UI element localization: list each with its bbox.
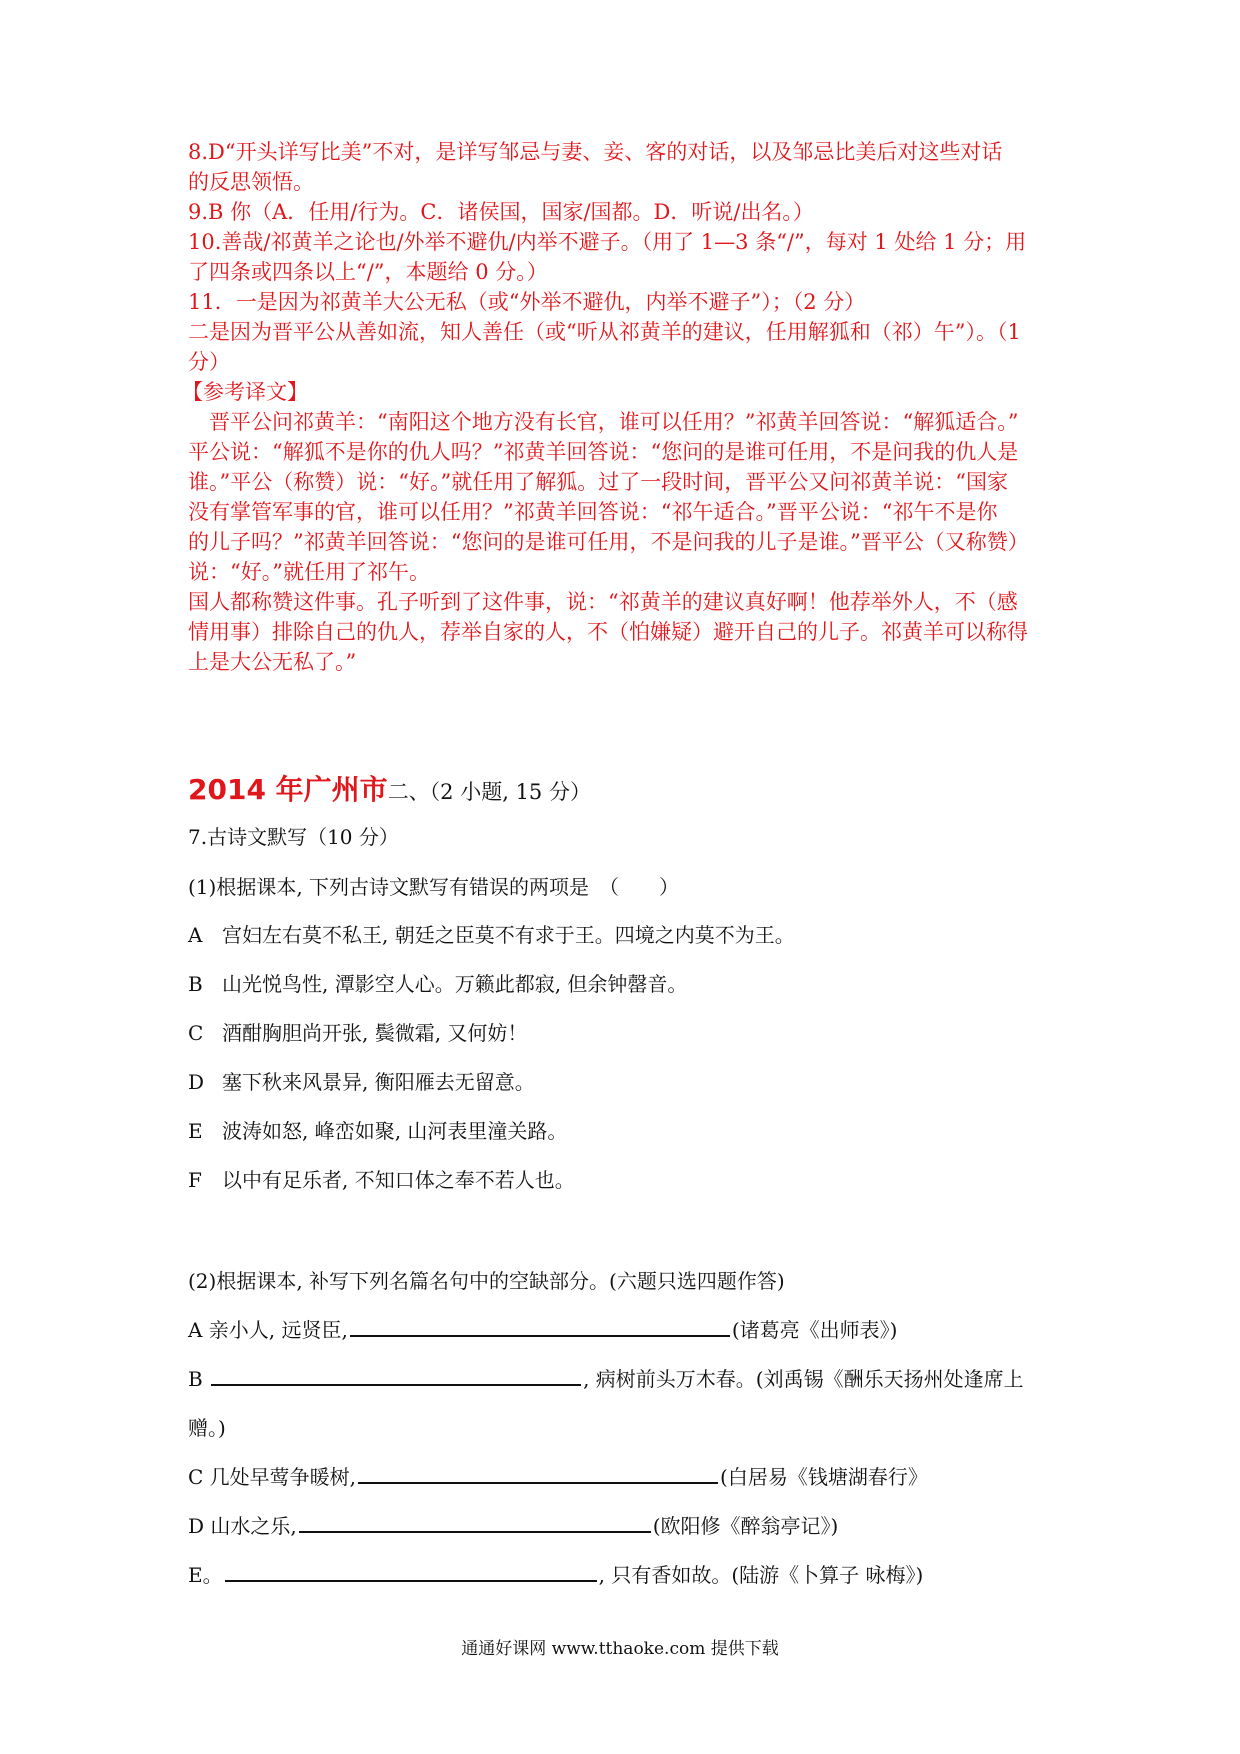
answer-blank[interactable] [350, 1317, 730, 1337]
fill-b-continued: 赠。) [188, 1416, 226, 1440]
option-letter: A [188, 923, 203, 947]
fill-e-prefix: E。 [188, 1563, 223, 1587]
option-a [188, 920, 795, 950]
question-7-part-1: (1)根据课本, 下列古诗文默写有错误的两项是 （ ） [188, 875, 680, 899]
section-heading-main: 2014 年广州市 [188, 773, 388, 806]
page-footer: 通通好课网 www.tthaoke.com 提供下载 [461, 1639, 779, 1659]
option-e [188, 1116, 567, 1146]
answer-blank[interactable] [225, 1562, 597, 1582]
translation-line: 的儿子吗？”祁黄羊回答说：“您问的是谁可任用，不是问我的儿子是谁。”晋平公（又称赞） [188, 530, 1029, 554]
fill-e-source: , 只有香如故。(陆游《卜算子 咏梅》) [598, 1563, 924, 1587]
question-7-part-2: (2)根据课本, 补写下列名篇名句中的空缺部分。(六题只选四题作答) [188, 1269, 785, 1293]
fill-a-source: (诸葛亮《出师表》) [731, 1318, 898, 1342]
fill-d [188, 1511, 838, 1541]
translation-line: 说：“好。”就任用了祁午。 [188, 560, 430, 584]
translation-line: 情用事）排除自己的仇人，荐举自家的人，不（怕嫌疑）避开自己的儿子。祁黄羊可以称得 [188, 620, 1028, 644]
option-letter: E [188, 1119, 203, 1143]
translation-line: 国人都称赞这件事。孔子听到了这件事，说：“祁黄羊的建议真好啊！他荐举外人，不（感 [188, 590, 1018, 614]
fill-c [188, 1462, 928, 1492]
option-letter: B [188, 972, 203, 996]
translation-line: 没有掌管军事的官，谁可以任用？”祁黄羊回答说：“祁午适合。”晋平公说：“祁午不是你 [188, 500, 998, 524]
answer-11-line-3: 分） [188, 350, 230, 374]
option-text: 以中有足乐者, 不知口体之奉不若人也。 [222, 1168, 575, 1192]
fill-b-source: , 病树前头万木春。(刘禹锡《酬乐天扬州处逢席上 [583, 1367, 1024, 1391]
answer-10-line-1: 10.善哉/祁黄羊之论也/外举不避仇/内举不避子。（用了 1—3 条“/”，每对 1 处给 1 分；用 [188, 230, 1027, 254]
option-c [188, 1018, 527, 1048]
fill-b-prefix: B [188, 1367, 203, 1391]
fill-e [188, 1560, 923, 1590]
question-7-title: 7.古诗文默写（10 分） [188, 825, 399, 849]
answer-blank[interactable] [211, 1366, 581, 1386]
fill-d-source: (欧阳修《醉翁亭记》) [652, 1514, 839, 1538]
option-d [188, 1067, 535, 1097]
section-heading-sub: 二、（2 小题, 15 分） [387, 780, 591, 804]
answer-11-line-1: 11．一是因为祁黄羊大公无私（或“外举不避仇，内举不避子”）；（2 分） [188, 290, 866, 314]
answer-11-line-2: 二是因为晋平公从善如流，知人善任（或“听从祁黄羊的建议，任用解狐和（祁）午”）。（1 [188, 320, 1021, 344]
option-text: 酒酣胸胆尚开张, 鬓微霜, 又何妨！ [222, 1021, 528, 1045]
option-letter: F [188, 1168, 202, 1192]
translation-title: 【参考译文】 [182, 380, 308, 404]
option-letter: C [188, 1021, 204, 1045]
answer-blank[interactable] [358, 1464, 718, 1484]
option-text: 塞下秋来风景异, 衡阳雁去无留意。 [222, 1070, 535, 1094]
section-heading [188, 768, 591, 808]
answer-9: 9.B 你（A．任用/行为。C．诸侯国，国家/国都。D．听说/出名。） [188, 200, 814, 224]
translation-line: 谁。”平公（称赞）说：“好。”就任用了解狐。过了一段时间，晋平公又问祁黄羊说：“国家 [188, 470, 1008, 494]
fill-a-prefix: A 亲小人, 远贤臣, [188, 1318, 348, 1342]
fill-c-source: (白居易《钱塘湖春行》 [720, 1465, 928, 1489]
fill-b [188, 1364, 1024, 1394]
fill-d-prefix: D 山水之乐, [188, 1514, 297, 1538]
option-letter: D [188, 1070, 205, 1094]
option-b [188, 969, 687, 999]
translation-line: 上是大公无私了。” [188, 650, 357, 674]
option-text: 波涛如怒, 峰峦如聚, 山河表里潼关路。 [222, 1119, 568, 1143]
answer-8-line-1: 8.D“开头详写比美”不对，是详写邹忌与妻、妾、客的对话，以及邹忌比美后对这些对话 [188, 140, 1003, 164]
translation-line: 平公说：“解狐不是你的仇人吗？”祁黄羊回答说：“您问的是谁可任用，不是问我的仇人是 [188, 440, 1019, 464]
option-f [188, 1165, 575, 1195]
option-text: 宫妇左右莫不私王, 朝廷之臣莫不有求于王。四境之内莫不为王。 [222, 923, 795, 947]
option-text: 山光悦鸟性, 潭影空人心。万籁此都寂, 但余钟罄音。 [222, 972, 688, 996]
answer-blank[interactable] [299, 1513, 651, 1533]
fill-a [188, 1315, 897, 1345]
answer-10-line-2: 了四条或四条以上“/”，本题给 0 分。） [188, 260, 548, 284]
fill-c-prefix: C 几处早莺争暖树, [188, 1465, 357, 1489]
answer-8-line-2: 的反思领悟。 [188, 170, 314, 194]
translation-line: 晋平公问祁黄羊：“南阳这个地方没有长官，谁可以任用？”祁黄羊回答说：“解狐适合。” [188, 410, 1019, 434]
